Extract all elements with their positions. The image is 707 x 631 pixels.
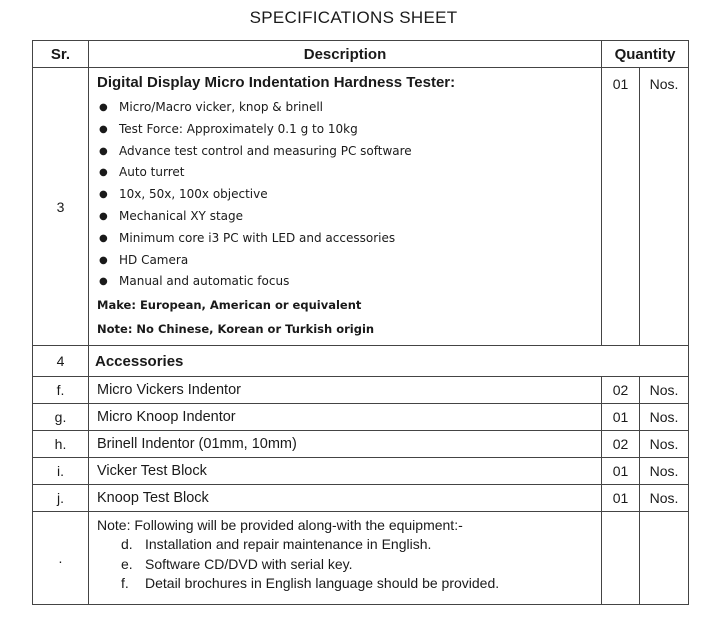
accessory-unit: Nos. xyxy=(640,431,689,458)
accessory-description: Knoop Test Block xyxy=(89,485,602,512)
table-row xyxy=(33,431,689,458)
accessory-description: Brinell Indentor (01mm, 10mm) xyxy=(89,431,602,458)
table-row xyxy=(33,458,689,485)
bullet-icon: ● xyxy=(99,232,108,244)
final-note xyxy=(89,512,602,605)
item-3-bullet-list xyxy=(97,97,593,293)
accessory-unit: Nos. xyxy=(640,485,689,512)
accessory-qty: 01 xyxy=(602,458,640,485)
origin-note: Note: No Chinese, Korean or Turkish origin xyxy=(97,322,375,337)
accessory-unit: Nos. xyxy=(640,377,689,404)
bullet-icon: ● xyxy=(99,276,108,288)
page-title: SPECIFICATIONS SHEET xyxy=(249,8,458,27)
item-4-sr: 4 xyxy=(33,346,89,377)
final-note-intro: Note: Following will be provided along-with the equipment:- xyxy=(97,517,463,534)
header-row xyxy=(33,41,689,68)
final-sr: . xyxy=(33,512,89,605)
bullet-icon: ● xyxy=(99,210,108,222)
bullet-icon: ● xyxy=(99,145,108,157)
header-description: Description xyxy=(89,41,602,68)
accessory-qty: 01 xyxy=(602,404,640,431)
accessory-sr: g. xyxy=(33,404,89,431)
accessory-qty: 02 xyxy=(602,377,640,404)
final-note-list xyxy=(97,535,593,594)
list-item: ● 10x, 50x, 100x objective xyxy=(97,184,593,206)
item-4-heading: Accessories xyxy=(89,346,689,377)
list-item: ● Test Force: Approximately 0.1 g to 10kg xyxy=(97,119,593,141)
accessory-sr: f. xyxy=(33,377,89,404)
accessory-sr: h. xyxy=(33,431,89,458)
item-3-unit: Nos. xyxy=(640,68,689,346)
accessory-description: Micro Vickers Indentor xyxy=(89,377,602,404)
accessory-unit: Nos. xyxy=(640,458,689,485)
list-item: f. Detail brochures in English language should be provided. xyxy=(121,575,500,592)
list-item: ● Minimum core i3 PC with LED and accessories xyxy=(97,228,593,250)
item-3-description xyxy=(89,68,602,346)
final-qty-empty xyxy=(602,512,640,605)
item-3-row xyxy=(33,68,689,346)
bullet-icon: ● xyxy=(99,123,108,135)
list-item: e. Software CD/DVD with serial key. xyxy=(121,555,353,572)
header-quantity: Quantity xyxy=(602,41,689,68)
bullet-icon: ● xyxy=(99,254,108,266)
list-item: ● HD Camera xyxy=(97,250,593,272)
item-4-row xyxy=(33,346,689,377)
make-note: Make: European, American or equivalent xyxy=(97,298,362,313)
specifications-table xyxy=(32,40,689,605)
final-note-row xyxy=(33,512,689,605)
accessory-qty: 01 xyxy=(602,485,640,512)
accessory-qty: 02 xyxy=(602,431,640,458)
table-row xyxy=(33,377,689,404)
item-3-heading: Digital Display Micro Indentation Hardness Tester: xyxy=(97,74,456,91)
bullet-icon: ● xyxy=(99,167,108,179)
final-unit-empty xyxy=(640,512,689,605)
list-item: ● Manual and automatic focus xyxy=(97,271,593,293)
list-item: ● Advance test control and measuring PC software xyxy=(97,141,593,163)
accessory-unit: Nos. xyxy=(640,404,689,431)
accessory-description: Micro Knoop Indentor xyxy=(89,404,602,431)
list-item: ● Auto turret xyxy=(97,162,593,184)
table-row xyxy=(33,485,689,512)
bullet-icon: ● xyxy=(99,189,108,201)
item-3-qty: 01 xyxy=(602,68,640,346)
item-3-sr: 3 xyxy=(33,68,89,346)
bullet-icon: ● xyxy=(99,102,108,113)
list-item: ● Micro/Macro vicker, knop & brinell xyxy=(97,97,593,119)
table-row xyxy=(33,404,689,431)
accessory-sr: j. xyxy=(33,485,89,512)
accessory-description: Vicker Test Block xyxy=(89,458,602,485)
header-sr: Sr. xyxy=(33,41,89,68)
list-item: d. Installation and repair maintenance in English. xyxy=(121,536,432,553)
list-item: ● Mechanical XY stage xyxy=(97,206,593,228)
accessory-sr: i. xyxy=(33,458,89,485)
